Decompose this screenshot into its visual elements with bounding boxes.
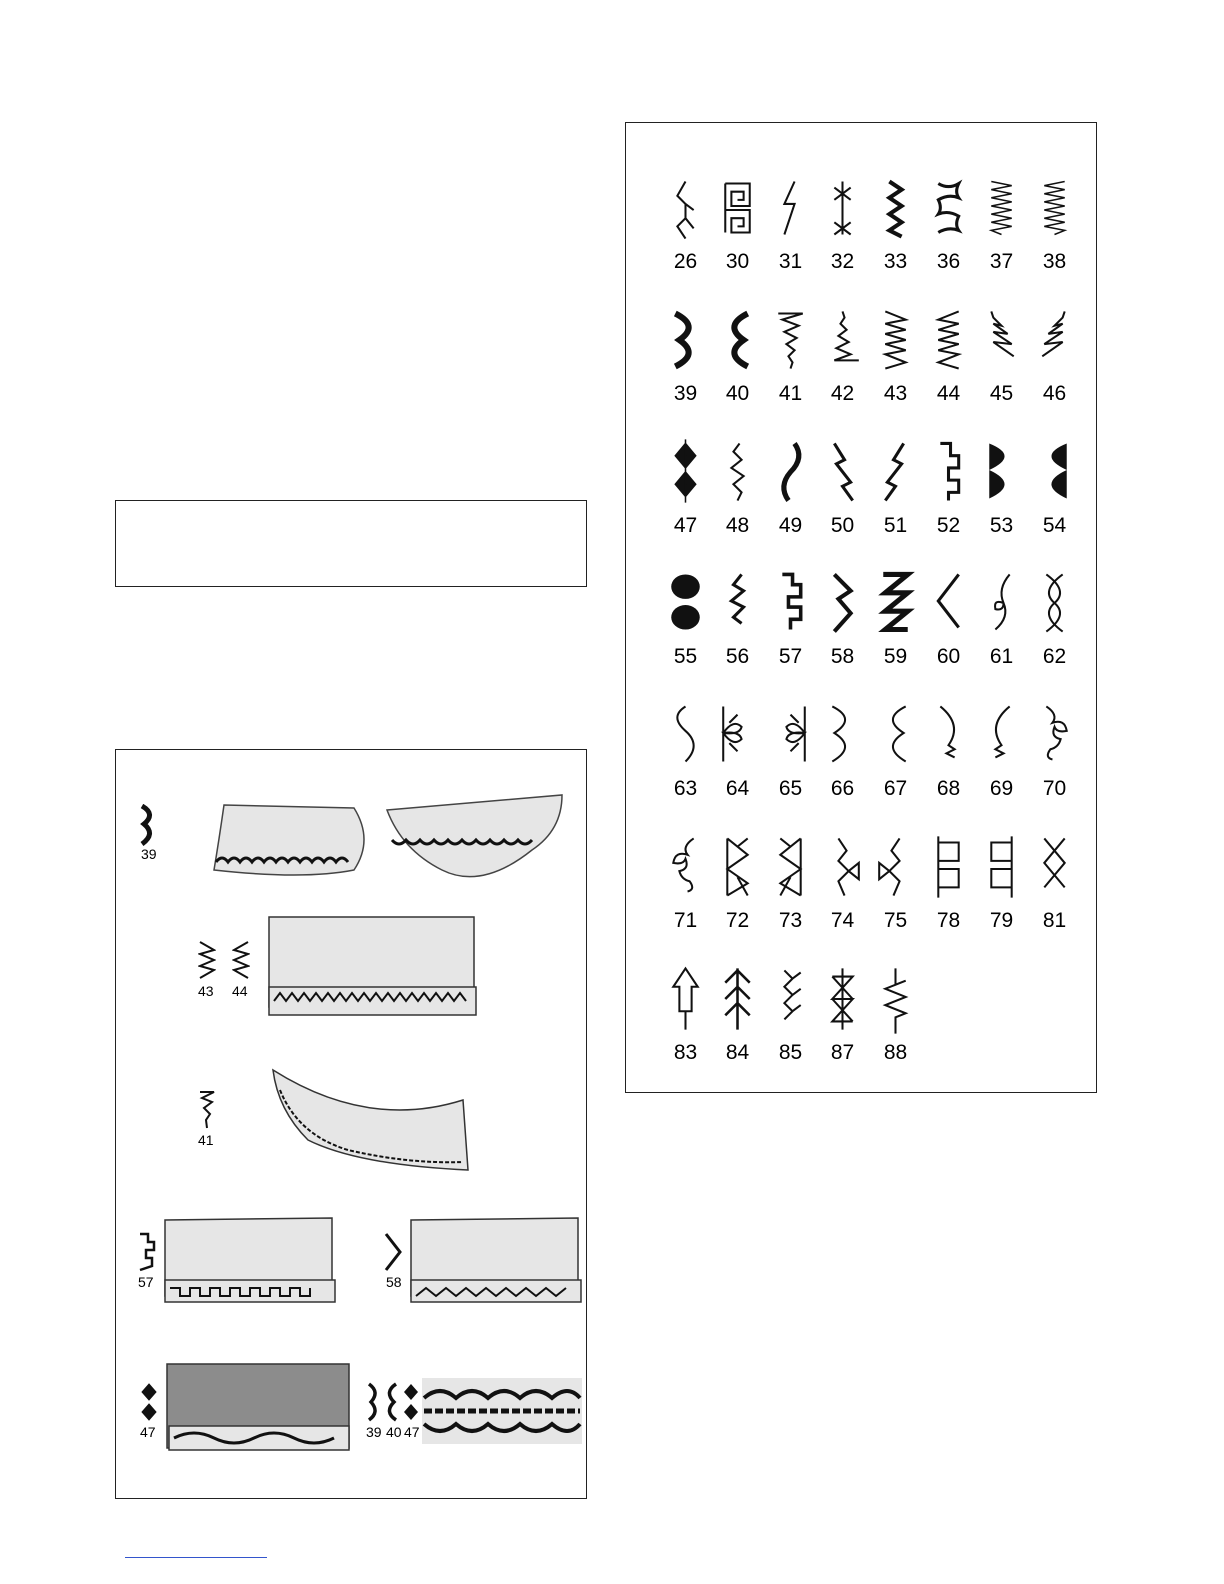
stitch-number: 51 — [883, 514, 908, 537]
stitch-87-icon — [816, 959, 869, 1039]
stitch-85-icon — [764, 959, 817, 1039]
stitch-number: 65 — [778, 777, 803, 800]
stitch-84-icon — [711, 959, 764, 1039]
example-label-57: 57 — [138, 1274, 154, 1290]
stitch-cell — [922, 432, 975, 537]
stitch-number: 87 — [830, 1041, 855, 1064]
stitch-number: 57 — [778, 645, 803, 668]
stitch-62-icon — [1028, 563, 1081, 643]
example-label-47: 47 — [140, 1424, 156, 1440]
stitch-number: 36 — [936, 250, 961, 273]
stitch-number: 39 — [673, 382, 698, 405]
stitch-number: 66 — [830, 777, 855, 800]
stitch-number: 81 — [1042, 909, 1067, 932]
stitch-number: 69 — [989, 777, 1014, 800]
example-label-58: 58 — [386, 1274, 402, 1290]
combination-label-47: 47 — [404, 1424, 420, 1440]
stitch-chart-panel — [625, 122, 1097, 1093]
stitch-cell — [816, 959, 869, 1064]
stitch-cell — [869, 827, 922, 932]
stitch-cell — [659, 563, 712, 668]
stitch-49-icon — [764, 432, 817, 512]
stitch-64-icon — [711, 695, 764, 775]
stitch-number: 53 — [989, 514, 1014, 537]
stitch-60-icon — [922, 563, 975, 643]
stitch-65-icon — [764, 695, 817, 775]
stitch-number: 43 — [883, 382, 908, 405]
stitch-cell — [869, 695, 922, 800]
stitch-cell — [711, 827, 764, 932]
stitch-number: 85 — [778, 1041, 803, 1064]
stitch-67-icon — [869, 695, 922, 775]
stitch-cell — [975, 563, 1028, 668]
stitch-cell — [922, 563, 975, 668]
stitch-cell — [922, 827, 975, 932]
stitch-number: 63 — [673, 777, 698, 800]
hem-illustration-58 — [408, 1216, 584, 1308]
stitch-37-icon — [975, 168, 1028, 248]
stitch-26-icon — [659, 168, 712, 248]
stitch-number: 48 — [725, 514, 750, 537]
stitch-number: 74 — [830, 909, 855, 932]
stitch-59-icon — [869, 563, 922, 643]
stitch-cell — [659, 168, 712, 273]
stitch-47-icon — [659, 432, 712, 512]
stitch-number: 44 — [936, 382, 961, 405]
stitch-73-icon — [764, 827, 817, 907]
stitch-cell — [1028, 432, 1081, 537]
stitch-46-icon — [1028, 300, 1081, 380]
stitch-cell — [711, 959, 764, 1064]
stitch-43-icon — [869, 300, 922, 380]
stitch-cell — [764, 563, 817, 668]
stitch-cell — [869, 168, 922, 273]
stitch-cell — [816, 168, 869, 273]
stitch-cell — [816, 827, 869, 932]
stitch-number: 59 — [883, 645, 908, 668]
stitch-number: 75 — [883, 909, 908, 932]
hem-illustration-43-44 — [266, 915, 480, 1019]
stitch-number: 32 — [830, 250, 855, 273]
stitch-54-icon — [1028, 432, 1081, 512]
stitch-number: 84 — [725, 1041, 750, 1064]
stitch-number: 60 — [936, 645, 961, 668]
note-box — [115, 500, 587, 587]
stitch-68-icon — [922, 695, 975, 775]
stitch-cell — [869, 959, 922, 1064]
stitch-number: 26 — [673, 250, 698, 273]
combination-label-40: 40 — [386, 1424, 402, 1440]
stitch-72-icon — [711, 827, 764, 907]
stitch-number: 46 — [1042, 382, 1067, 405]
stitch-number: 38 — [1042, 250, 1067, 273]
stitch-56-icon — [711, 563, 764, 643]
stitch-number: 47 — [673, 514, 698, 537]
stitch-51-icon — [869, 432, 922, 512]
stitch-number: 67 — [883, 777, 908, 800]
stitch-number: 37 — [989, 250, 1014, 273]
stitch-43-icon — [198, 940, 216, 980]
stitch-78-icon — [922, 827, 975, 907]
stitch-cell — [1028, 563, 1081, 668]
stitch-48-icon — [711, 432, 764, 512]
stitch-cell — [764, 168, 817, 273]
stitch-57-icon — [138, 1232, 156, 1272]
stitch-number: 52 — [936, 514, 961, 537]
stitch-69-icon — [975, 695, 1028, 775]
stitch-number: 30 — [725, 250, 750, 273]
stitch-cell — [816, 563, 869, 668]
hem-illustration-47 — [164, 1362, 352, 1456]
stitch-combination-icon — [366, 1382, 422, 1422]
stitch-83-icon — [659, 959, 712, 1039]
stitch-cell — [975, 168, 1028, 273]
stitch-cell — [659, 300, 712, 405]
stitch-39-icon — [138, 804, 162, 846]
stitch-cell — [711, 300, 764, 405]
stitch-cell — [711, 563, 764, 668]
stitch-number: 58 — [830, 645, 855, 668]
stitch-number: 88 — [883, 1041, 908, 1064]
combination-label-39: 39 — [366, 1424, 382, 1440]
stitch-cell — [659, 695, 712, 800]
stitch-cell — [869, 432, 922, 537]
stitch-32-icon — [816, 168, 869, 248]
stitch-cell — [659, 959, 712, 1064]
stitch-47-icon — [140, 1382, 158, 1422]
stitch-number: 71 — [673, 909, 698, 932]
stitch-66-icon — [816, 695, 869, 775]
stitch-number: 68 — [936, 777, 961, 800]
stitch-cell — [922, 695, 975, 800]
stitch-number: 78 — [936, 909, 961, 932]
stitch-cell — [711, 168, 764, 273]
stitch-cell — [975, 300, 1028, 405]
stitch-cell — [659, 432, 712, 537]
stitch-number: 40 — [725, 382, 750, 405]
stitch-38-icon — [1028, 168, 1081, 248]
stitch-cell — [1028, 168, 1081, 273]
stitch-74-icon — [816, 827, 869, 907]
stitch-number: 79 — [989, 909, 1014, 932]
stitch-53-icon — [975, 432, 1028, 512]
stitch-63-icon — [659, 695, 712, 775]
combination-band-illustration — [422, 1378, 582, 1444]
stitch-number: 54 — [1042, 514, 1067, 537]
stitch-number: 62 — [1042, 645, 1067, 668]
stitch-39-icon — [659, 300, 712, 380]
stitch-number: 83 — [673, 1041, 698, 1064]
example-label-39: 39 — [141, 846, 157, 862]
stitch-30-icon — [711, 168, 764, 248]
example-label-44: 44 — [232, 983, 248, 999]
stitch-cell — [659, 827, 712, 932]
stitch-79-icon — [975, 827, 1028, 907]
stitch-45-icon — [975, 300, 1028, 380]
stitch-71-icon — [659, 827, 712, 907]
stitch-40-icon — [711, 300, 764, 380]
stitch-70-icon — [1028, 695, 1081, 775]
stitch-55-icon — [659, 563, 712, 643]
stitch-cell — [975, 827, 1028, 932]
stitch-61-icon — [975, 563, 1028, 643]
stitch-31-icon — [764, 168, 817, 248]
stitch-42-icon — [816, 300, 869, 380]
stitch-number: 64 — [725, 777, 750, 800]
stitch-cell — [869, 300, 922, 405]
stitch-58-icon — [816, 563, 869, 643]
stitch-number: 72 — [725, 909, 750, 932]
stitch-cell — [869, 563, 922, 668]
stitch-52-icon — [922, 432, 975, 512]
stitch-cell — [922, 168, 975, 273]
stitch-41-icon — [764, 300, 817, 380]
stitch-88-icon — [869, 959, 922, 1039]
footer-link-underline — [125, 1557, 267, 1558]
neckline-illustration — [382, 790, 572, 890]
stitch-number: 56 — [725, 645, 750, 668]
stitch-36-icon — [922, 168, 975, 248]
stitch-number: 55 — [673, 645, 698, 668]
stitch-cell — [764, 959, 817, 1064]
stitch-number: 42 — [830, 382, 855, 405]
stitch-33-icon — [869, 168, 922, 248]
stitch-cell — [764, 695, 817, 800]
stitch-cell — [1028, 695, 1081, 800]
stitch-57-icon — [764, 563, 817, 643]
example-label-41: 41 — [198, 1132, 214, 1148]
curved-hem-illustration — [268, 1060, 492, 1184]
stitch-number: 61 — [989, 645, 1014, 668]
stitch-cell — [711, 432, 764, 537]
stitch-44-icon — [232, 940, 250, 980]
stitch-58-icon — [384, 1232, 402, 1272]
stitch-cell — [922, 300, 975, 405]
stitch-number: 31 — [778, 250, 803, 273]
stitch-81-icon — [1028, 827, 1081, 907]
stitch-number: 49 — [778, 514, 803, 537]
stitch-50-icon — [816, 432, 869, 512]
stitch-cell — [816, 432, 869, 537]
stitch-cell — [816, 300, 869, 405]
example-label-43: 43 — [198, 983, 214, 999]
stitch-number: 41 — [778, 382, 803, 405]
stitch-number: 45 — [989, 382, 1014, 405]
stitch-cell — [816, 695, 869, 800]
stitch-cell — [1028, 827, 1081, 932]
stitch-cell — [764, 300, 817, 405]
stitch-number: 50 — [830, 514, 855, 537]
stitch-number: 70 — [1042, 777, 1067, 800]
hem-illustration-57 — [162, 1216, 338, 1308]
stitch-examples-panel — [115, 749, 587, 1499]
stitch-44-icon — [922, 300, 975, 380]
stitch-cell — [711, 695, 764, 800]
stitch-number: 73 — [778, 909, 803, 932]
stitch-cell — [1028, 300, 1081, 405]
stitch-41-icon — [198, 1090, 216, 1130]
collar-illustration — [204, 800, 384, 880]
stitch-cell — [975, 432, 1028, 537]
stitch-cell — [764, 432, 817, 537]
stitch-cell — [764, 827, 817, 932]
stitch-cell — [975, 695, 1028, 800]
stitch-75-icon — [869, 827, 922, 907]
stitch-number: 33 — [883, 250, 908, 273]
